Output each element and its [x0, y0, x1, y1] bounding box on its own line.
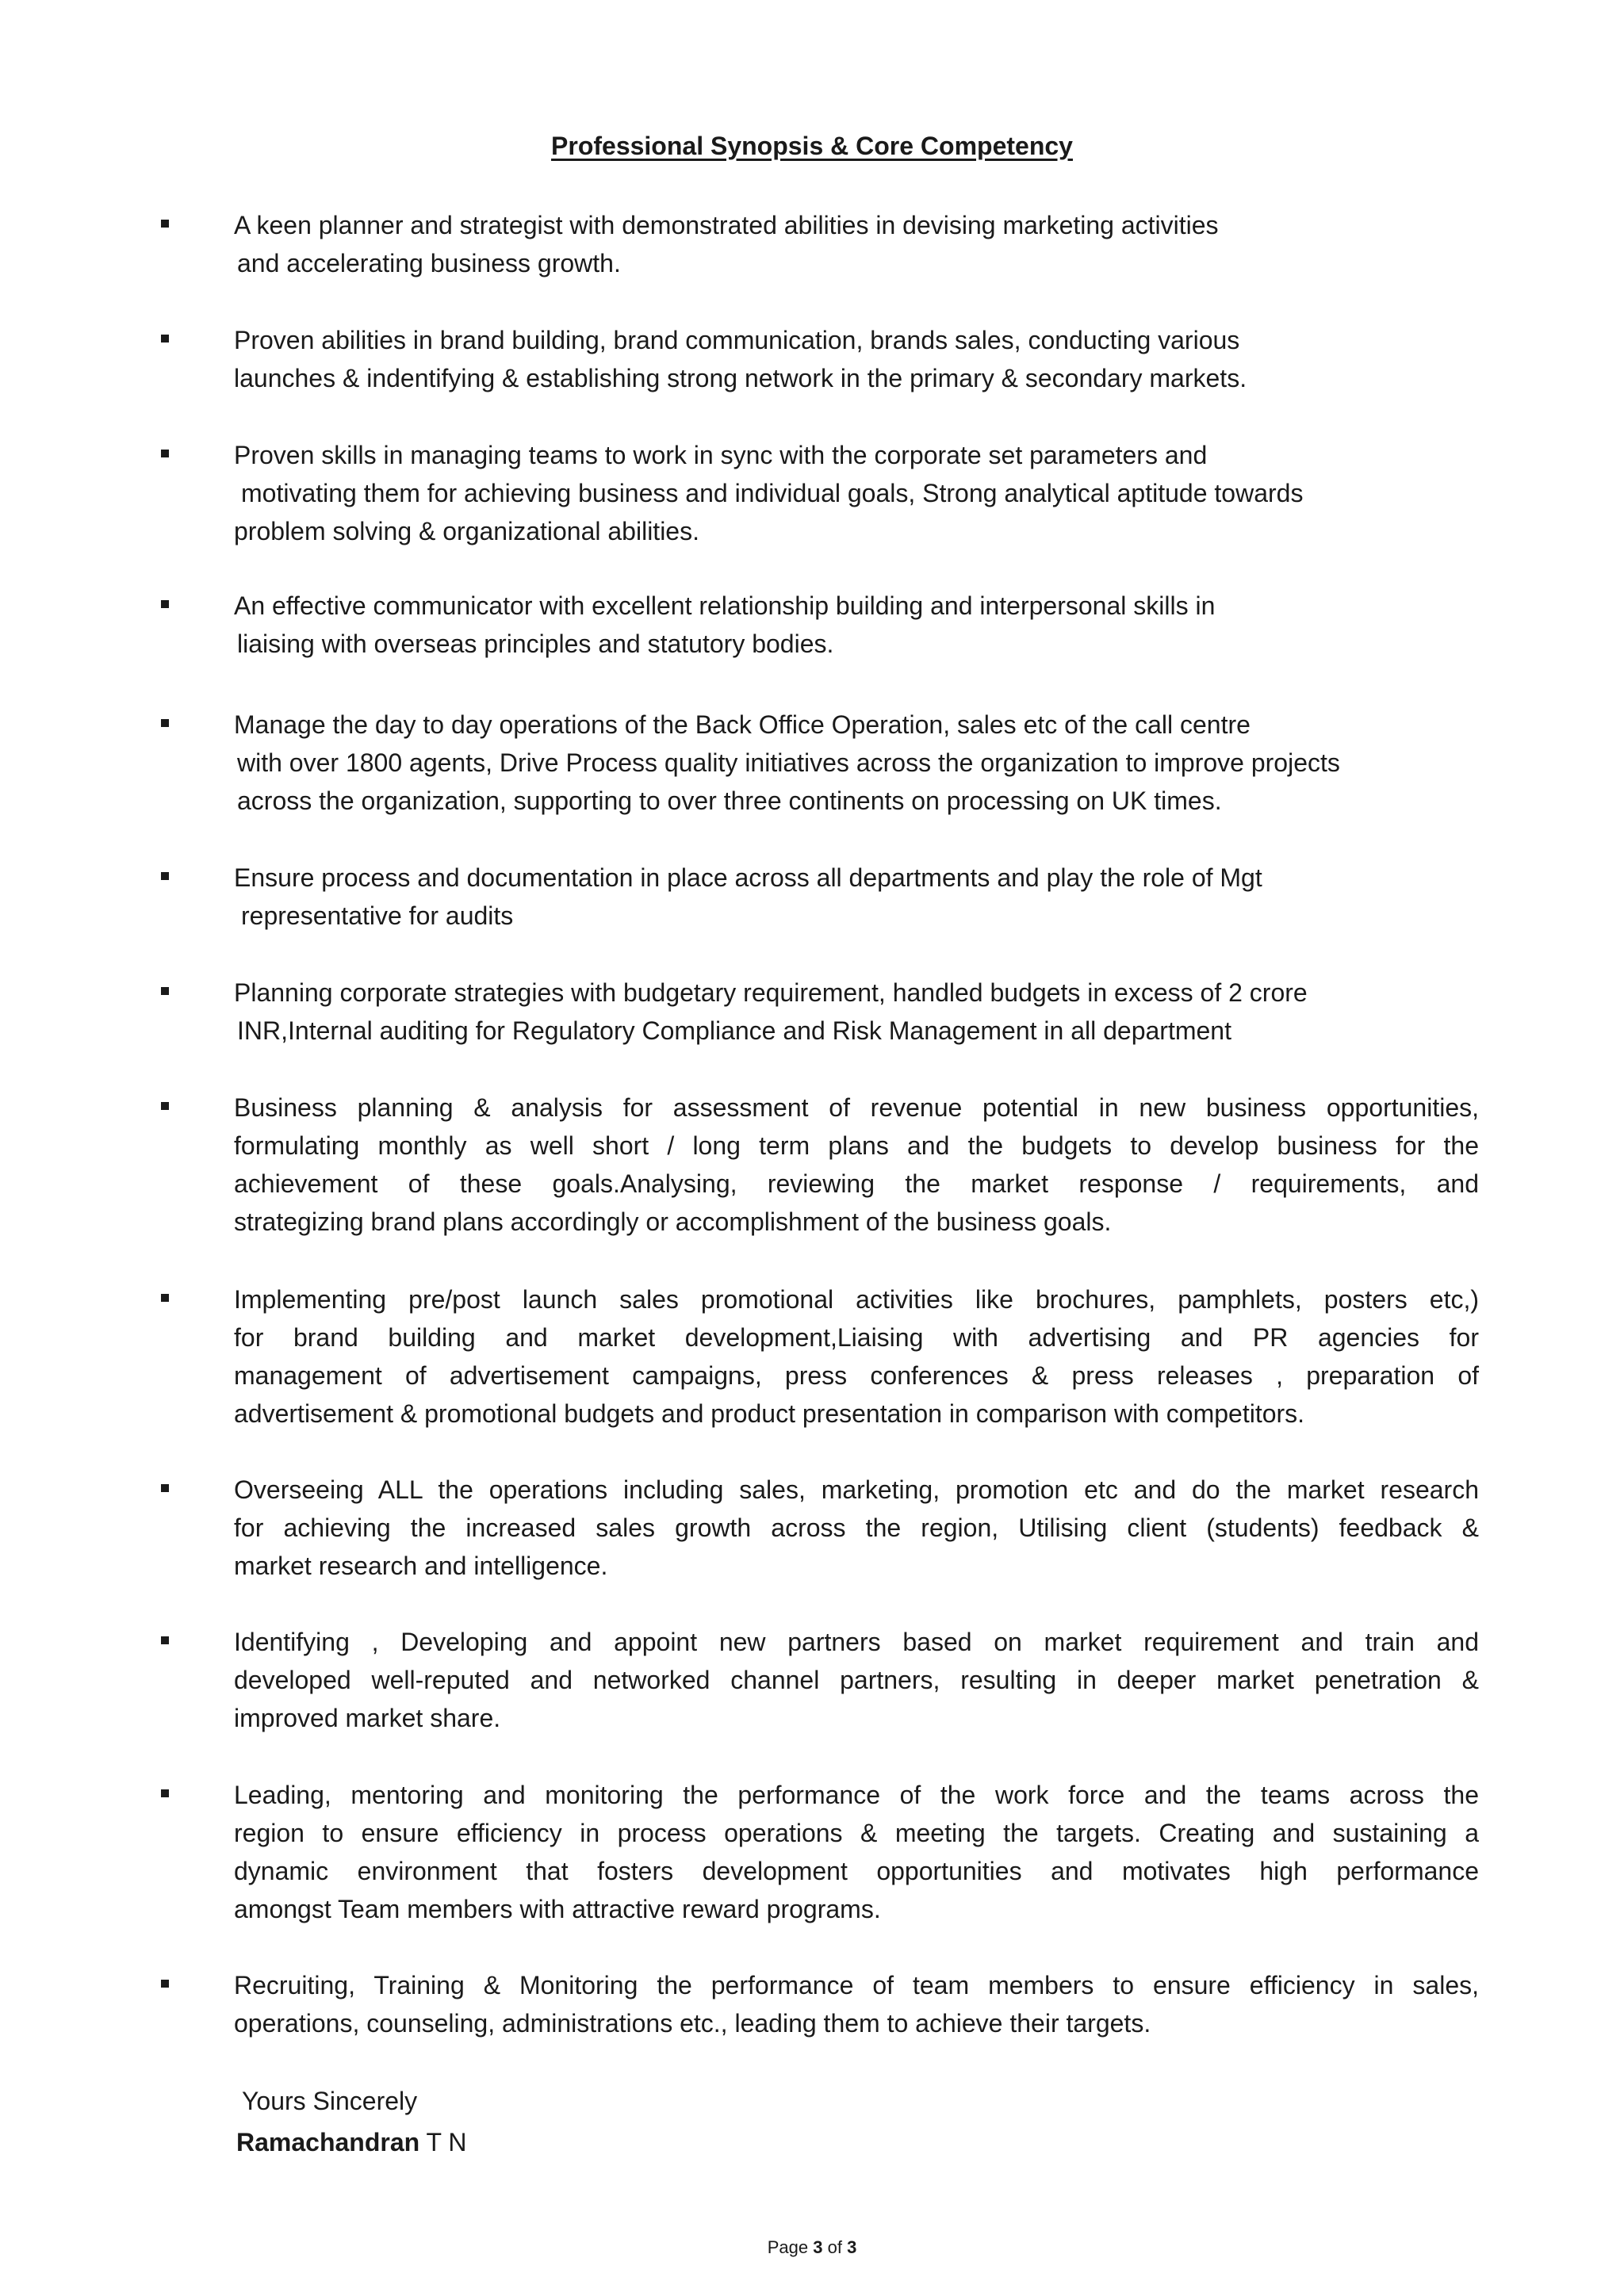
list-item-line: A keen planner and strategist with demonstrated abilities in devising marketing activities [234, 211, 1219, 239]
list-item-line: problem solving & organizational abilities. [234, 517, 699, 545]
signature-name [236, 2122, 466, 2163]
square-bullet-icon [161, 220, 169, 228]
square-bullet-icon [161, 1294, 169, 1302]
square-bullet-icon [161, 987, 169, 995]
square-bullet-icon [161, 450, 169, 457]
list-item-line: Proven abilities in brand building, brand communication, brands sales, conducting various [234, 326, 1240, 354]
list-item-line: region to ensure efficiency in process operations & meeting the targets. Creating and sustaining a [234, 1819, 1479, 1847]
list-item-text [234, 206, 1479, 282]
square-bullet-icon [161, 1102, 169, 1110]
list-item-text [234, 1623, 1479, 1737]
square-bullet-icon [161, 335, 169, 342]
list-item-text [234, 859, 1479, 935]
list-item-line: management of advertisement campaigns, press conferences & press releases , preparation of [234, 1361, 1479, 1390]
list-item-line: motivating them for achieving business and individual goals, Strong analytical aptitude towards [241, 479, 1304, 507]
square-bullet-icon [161, 719, 169, 727]
list-item-text [234, 587, 1479, 663]
square-bullet-icon [161, 1789, 169, 1797]
list-item-line: achievement of these goals.Analysing, reviewing the market response / requirements, and [234, 1169, 1479, 1198]
closing-salutation: Yours Sincerely [242, 2087, 418, 2115]
list-item-line: Manage the day to day operations of the Back Office Operation, sales etc of the call centre [234, 710, 1251, 739]
list-item-text [234, 1089, 1479, 1241]
list-item-line: Ensure process and documentation in place across all departments and play the role of Mgt [234, 863, 1262, 892]
list-item-line: amongst Team members with attractive reward programs. [234, 1895, 881, 1923]
list-item-line: for achieving the increased sales growth across the region, Utilising client (students) feedback & [234, 1513, 1479, 1542]
square-bullet-icon [161, 1636, 169, 1644]
list-item-line: Leading, mentoring and monitoring the performance of the work force and the teams across the [234, 1781, 1479, 1809]
list-item-line: dynamic environment that fosters development opportunities and motivates high performance [234, 1857, 1479, 1885]
square-bullet-icon [161, 872, 169, 880]
list-item-line: with over 1800 agents, Drive Process quality initiatives across the organization to improve projects [237, 748, 1340, 777]
list-item-text [234, 1966, 1479, 2042]
list-item-text [234, 974, 1479, 1050]
signature-initials: T N [426, 2128, 467, 2156]
list-item-line: for brand building and market development,Liaising with advertising and PR agencies for [234, 1323, 1479, 1352]
list-item-line: Business planning & analysis for assessment of revenue potential in new business opportunities, [234, 1093, 1479, 1122]
section-title: Professional Synopsis & Core Competency [551, 132, 1073, 160]
list-item-line: Planning corporate strategies with budgetary requirement, handled budgets in excess of 2 crore [234, 978, 1308, 1007]
list-item-line: and accelerating business growth. [237, 249, 621, 277]
list-item-line: strategizing brand plans accordingly or accomplishment of the business goals. [234, 1207, 1112, 1236]
page-label: Page [767, 2237, 809, 2257]
list-item-line: Recruiting, Training & Monitoring the performance of team members to ensure efficiency in sales, [234, 1971, 1479, 1999]
list-item-text [234, 321, 1479, 397]
list-item-line: improved market share. [234, 1704, 501, 1732]
list-item-line: launches & indentifying & establishing strong network in the primary & secondary markets. [234, 364, 1247, 392]
list-item-line: developed well-reputed and networked channel partners, resulting in deeper market penetration & [234, 1666, 1479, 1694]
list-item-text [234, 706, 1479, 820]
page-number-footer [0, 2237, 1624, 2258]
list-item-line: operations, counseling, administrations etc., leading them to achieve their targets. [234, 2009, 1151, 2038]
list-item-line: advertisement & promotional budgets and product presentation in comparison with competitors. [234, 1399, 1305, 1428]
square-bullet-icon [161, 600, 169, 608]
list-item-text [234, 1776, 1479, 1928]
square-bullet-icon [161, 1484, 169, 1492]
list-item-line: liaising with overseas principles and statutory bodies. [237, 629, 834, 658]
square-bullet-icon [161, 1980, 169, 1988]
list-item-line: Identifying , Developing and appoint new partners based on market requirement and train and [234, 1628, 1479, 1656]
list-item-line: An effective communicator with excellent relationship building and interpersonal skills in [234, 591, 1216, 620]
list-item-line: market research and intelligence. [234, 1552, 608, 1580]
page-total: 3 [847, 2237, 857, 2257]
list-item-line: representative for audits [241, 901, 514, 930]
list-item-line: Overseeing ALL the operations including sales, marketing, promotion etc and do the market research [234, 1475, 1479, 1504]
list-item-line: formulating monthly as well short / long term plans and the budgets to develop business for the [234, 1131, 1479, 1160]
page-current: 3 [813, 2237, 823, 2257]
list-item-line: Implementing pre/post launch sales promotional activities like brochures, pamphlets, posters etc,) [234, 1285, 1479, 1314]
list-item-line: across the organization, supporting to over three continents on processing on UK times. [237, 786, 1222, 815]
list-item-line: Proven skills in managing teams to work in sync with the corporate set parameters and [234, 441, 1208, 469]
list-item-text [234, 436, 1479, 550]
page-of-label: of [827, 2237, 842, 2257]
signature-first-name: Ramachandran [236, 2128, 420, 2156]
list-item-text [234, 1280, 1479, 1433]
list-item-line: INR,Internal auditing for Regulatory Compliance and Risk Management in all department [237, 1016, 1231, 1045]
list-item-text [234, 1471, 1479, 1585]
